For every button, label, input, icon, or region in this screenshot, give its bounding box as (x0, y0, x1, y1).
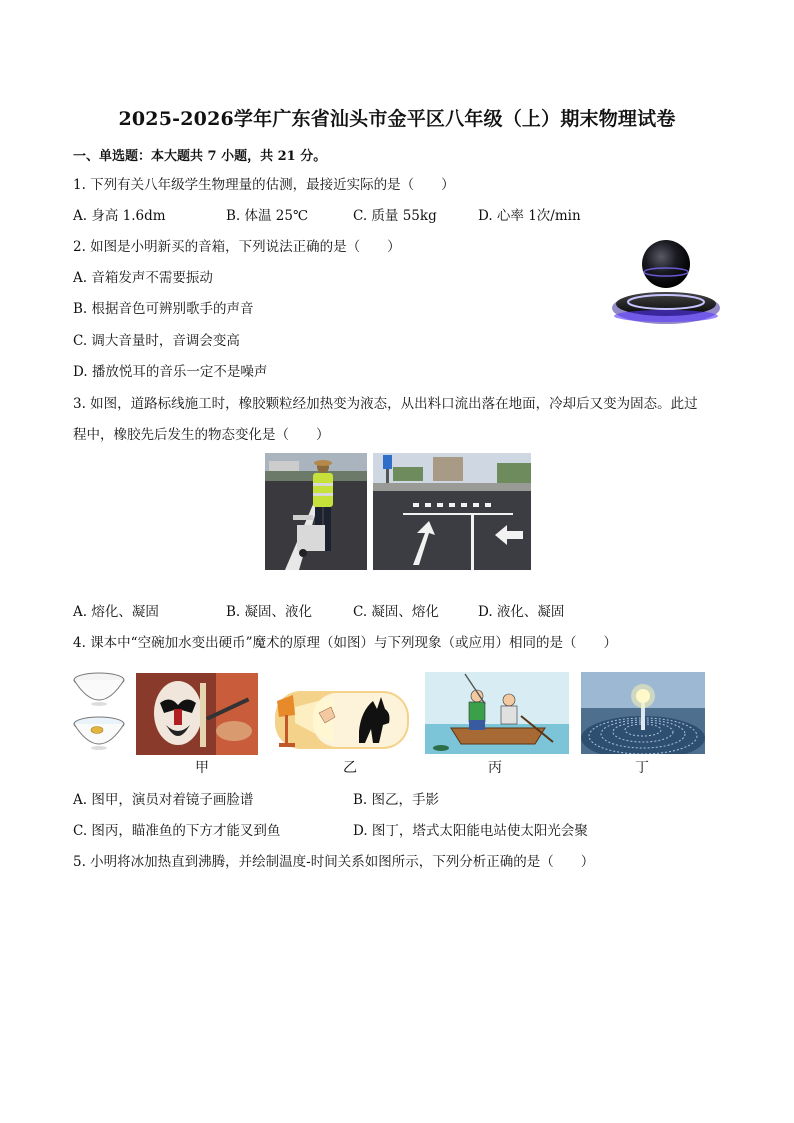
q1-option-d: D. 心率 1次/min (478, 208, 581, 224)
q3-option-a: A. 熔化、凝固 (73, 604, 159, 620)
caption-ding: 丁 (635, 760, 649, 776)
hand-shadow-image (273, 687, 411, 753)
question-1-stem: 1. 下列有关八年级学生物理量的估测，最接近实际的是（ ） (73, 177, 455, 193)
question-4-stem: 4. 课本中“空碗加水变出硬币”魔术的原理（如图）与下列现象（或应用）相同的是（ ） (73, 635, 617, 651)
section-heading-rest: 本大题共 7 小题，共 21 分。 (151, 149, 327, 164)
page-title: 2025-2026学年广东省汕头市金平区八年级（上）期末物理试卷 (118, 108, 676, 130)
q1-option-b: B. 体温 25℃ (226, 208, 309, 224)
q2-option-a: A. 音箱发声不需要振动 (73, 270, 213, 286)
q1-option-c: C. 质量 55kg (353, 208, 437, 224)
q3-option-c: C. 凝固、熔化 (353, 604, 439, 620)
q1-option-a: A. 身高 1.6dm (73, 208, 166, 224)
question-3-stem-line1: 3. 如图，道路标线施工时，橡胶颗粒经加热变为液态，从出料口流出落在地面，冷却后又变为固态。此过 (73, 396, 698, 412)
question-2-stem: 2. 如图是小明新买的音箱，下列说法正确的是（ ） (73, 239, 401, 255)
question-3-stem-line2: 程中，橡胶先后发生的物态变化是（ ） (73, 427, 330, 443)
face-painting-image (136, 673, 258, 755)
q2-option-b: B. 根据音色可辨别歌手的声音 (73, 301, 254, 317)
road-worker-photo (265, 453, 367, 570)
caption-yi: 乙 (343, 760, 357, 776)
question-5-stem: 5. 小明将冰加热直到沸腾，并绘制温度-时间关系如图所示，下列分析正确的是（ ） (73, 854, 595, 870)
section-heading (73, 145, 326, 164)
speaker-image (608, 236, 724, 336)
q4-option-c: C. 图丙，瞄准鱼的下方才能叉到鱼 (73, 823, 281, 839)
q2-option-d: D. 播放悦耳的音乐一定不是噪声 (73, 364, 268, 380)
q4-option-a: A. 图甲，演员对着镜子画脸谱 (73, 792, 254, 808)
q4-option-d: D. 图丁，塔式太阳能电站使太阳光会聚 (353, 823, 588, 839)
bowls-image (72, 668, 126, 758)
fish-spearing-image (425, 672, 569, 754)
q3-option-b: B. 凝固、液化 (226, 604, 313, 620)
section-heading-prefix: 一、单选题： (73, 149, 152, 164)
road-markings-photo (373, 453, 531, 570)
q3-option-d: D. 液化、凝固 (478, 604, 565, 620)
q4-option-b: B. 图乙，手影 (353, 792, 440, 808)
solar-tower-image (581, 672, 705, 754)
caption-bing: 丙 (488, 760, 502, 776)
q2-option-c: C. 调大音量时，音调会变高 (73, 333, 240, 349)
caption-jia: 甲 (195, 760, 209, 776)
